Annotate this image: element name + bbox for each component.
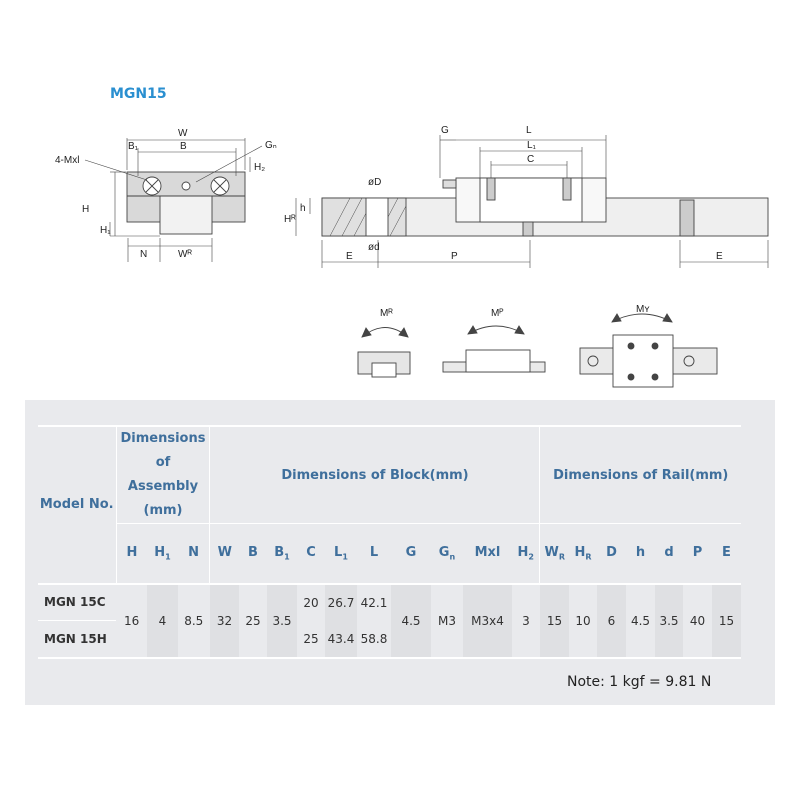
cell-G: 4.5 [391, 584, 431, 658]
cell-WR: 15 [540, 584, 569, 658]
diagram-title: MGN15 [110, 86, 167, 102]
cell-L: 42.1 [360, 595, 388, 610]
label-E: E [346, 251, 353, 262]
spec-table [38, 425, 741, 659]
cell-H: 16 [124, 613, 140, 628]
model-mgn15c: MGN 15C [44, 595, 106, 610]
label-D: øD [368, 177, 382, 188]
label-HR: Hᴿ [284, 214, 296, 225]
col-Gn: $G_n$ [438, 544, 456, 562]
col-WR: $W_R$ [544, 544, 565, 562]
label-W: W [178, 128, 188, 139]
col-N: N [178, 524, 210, 584]
col-L: L [369, 544, 379, 560]
cell-C: 20 [303, 595, 319, 610]
cell-P: 40 [689, 613, 706, 628]
col-L1: $L_1$ [334, 544, 348, 562]
label-mounting: 4-Mxl [55, 155, 80, 166]
label-N: N [140, 249, 148, 260]
col-H: H [126, 544, 138, 560]
label-B1: B₁ [128, 141, 139, 152]
label-h: h [300, 203, 306, 214]
label-Gn: Gₙ [265, 140, 277, 151]
note: Note: 1 kgf = 9.81 N [567, 674, 712, 690]
header-block: Dimensions of Block(mm) [210, 426, 540, 524]
cell-h: 4.5 [630, 613, 651, 628]
cell-E: 15 [712, 584, 741, 658]
label-H2: H₂ [254, 162, 266, 173]
label-WR: Wᴿ [178, 249, 192, 260]
col-B: B [248, 544, 258, 560]
cell-B1: 3.5 [267, 584, 297, 658]
cell-W: 32 [210, 584, 239, 658]
column-header-row [38, 524, 741, 584]
header-model: Model No. [38, 426, 116, 584]
cell-B: 25 [245, 613, 261, 628]
cell-H1: 4 [147, 584, 177, 658]
cell-H2: 3 [522, 613, 530, 628]
label-B: B [180, 141, 187, 152]
label-H: H [82, 204, 90, 215]
label-C: C [527, 154, 535, 165]
cell-L1: 26.7 [325, 584, 357, 621]
cell-d: 3.5 [655, 584, 683, 658]
label-d: ød [368, 242, 380, 253]
table-row [38, 584, 741, 621]
cell-D: 6 [597, 584, 626, 658]
col-H2: $H_2$ [512, 524, 540, 584]
col-d: d [664, 544, 674, 560]
cell-C: 25 [303, 631, 319, 646]
cross-section-view [85, 138, 262, 262]
cell-N: 8.5 [184, 613, 204, 628]
label-H1: H₁ [100, 225, 111, 236]
label-P: P [451, 251, 458, 262]
label-MY: Mʏ [636, 304, 650, 315]
label-MR: Mᴿ [380, 308, 393, 319]
label-MP: Mᴾ [491, 308, 504, 319]
header-rail: Dimensions of Rail(mm) [540, 426, 741, 524]
col-D: D [606, 544, 617, 560]
col-HR: $H_R$ [574, 544, 592, 562]
header-assembly: Dimensions of Assembly (mm) [116, 426, 210, 524]
label-L: L [526, 125, 532, 136]
label-G: G [441, 125, 449, 136]
col-G: G [405, 544, 417, 560]
cell-L1: 43.4 [325, 621, 357, 658]
col-B1: $B_1$ [274, 544, 290, 562]
cell-L: 58.8 [360, 631, 388, 646]
col-H1: $H_1$ [154, 544, 171, 562]
col-Mxl: Mxl [474, 544, 501, 560]
col-W: W [217, 544, 232, 560]
col-E: E [722, 544, 731, 560]
label-E2: E [716, 251, 723, 262]
col-P: P [692, 544, 703, 560]
label-L1: L₁ [527, 140, 536, 151]
col-C: C [306, 544, 316, 560]
col-h: h [635, 544, 646, 560]
cell-HR: 10 [575, 613, 591, 628]
cell-Gn: M3 [437, 613, 456, 628]
moment-diagrams [358, 314, 717, 387]
model-mgn15h: MGN 15H [38, 621, 116, 658]
cell-Mxl: M3x4 [463, 584, 512, 658]
